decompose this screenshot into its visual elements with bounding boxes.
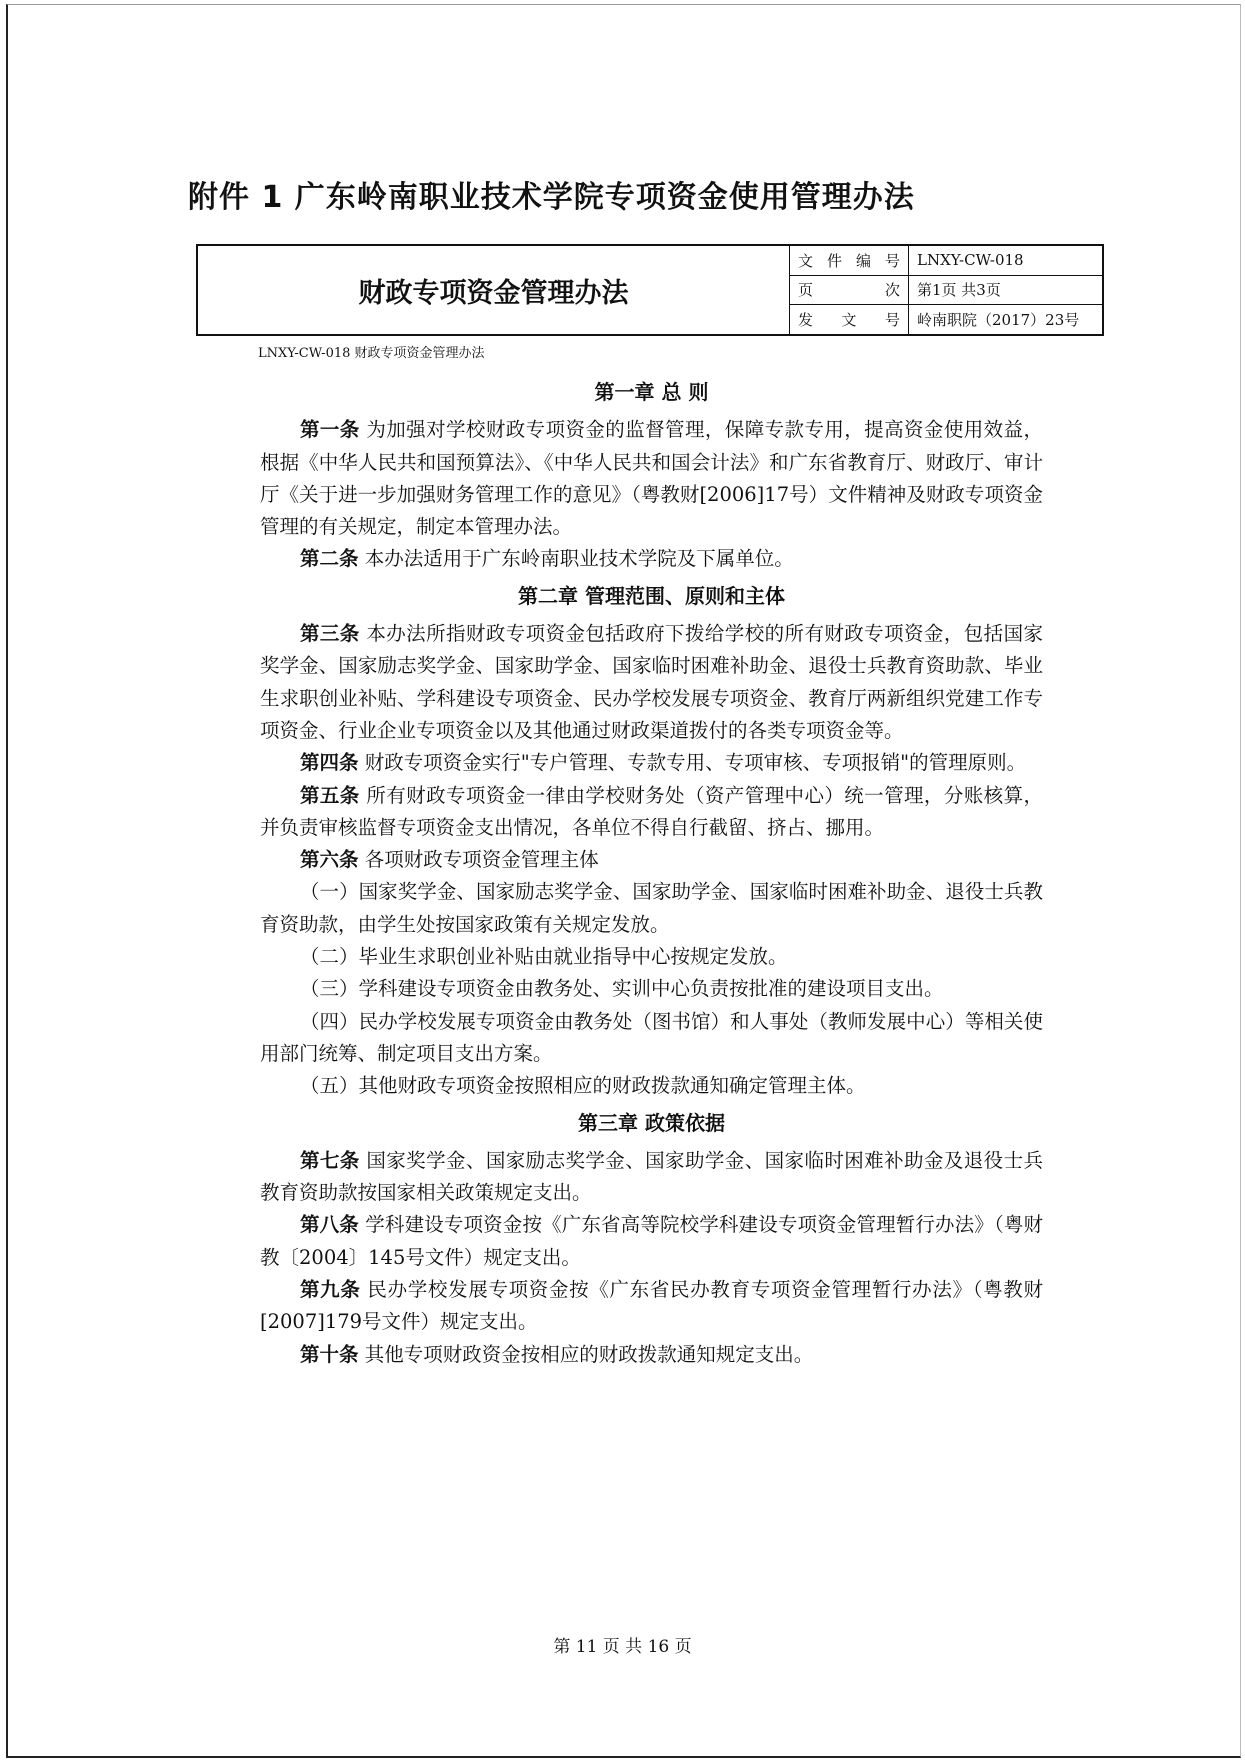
article-label: 第五条 bbox=[299, 783, 360, 807]
article-label: 第八条 bbox=[299, 1213, 359, 1237]
document-body bbox=[260, 372, 1043, 1371]
attachment-title: 附件 1 广东岭南职业技术学院专项资金使用管理办法 bbox=[188, 180, 915, 215]
article-label: 第六条 bbox=[299, 848, 359, 872]
article-5 bbox=[260, 780, 1043, 845]
article-text: 所有财政专项资金一律由学校财务处（资产管理中心）统一管理，分账核算，并负责审核监督专项资金支出情况，各单位不得自行截留、挤占、挪用。 bbox=[260, 783, 1043, 839]
article-text: 本办法适用于广东岭南职业技术学院及下属单位。 bbox=[364, 547, 794, 571]
article-label: 第一条 bbox=[299, 418, 360, 442]
article-10 bbox=[260, 1339, 1043, 1371]
info-label: 文件编号 bbox=[790, 246, 909, 275]
article-6-item: （五）其他财政专项资金按照相应的财政拨款通知确定管理主体。 bbox=[299, 1074, 866, 1098]
info-row bbox=[790, 275, 1103, 305]
article-text: 国家奖学金、国家励志奖学金、国家助学金、国家临时困难补助金及退役士兵教育资助款按国家相关政策规定支出。 bbox=[260, 1148, 1043, 1205]
article-text: 财政专项资金实行"专户管理、专款专用、专项审核、专项报销"的管理原则。 bbox=[364, 751, 1027, 775]
article-label: 第十条 bbox=[299, 1342, 359, 1366]
info-value: 岭南职院（2017）23号 bbox=[909, 305, 1103, 334]
info-label: 发文号 bbox=[790, 305, 909, 334]
document-name: 财政专项资金管理办法 bbox=[358, 277, 629, 309]
article-text: 学科建设专项资金按《广东省高等院校学科建设专项资金管理暂行办法》（粤财教〔2004〕145号文件）规定支出。 bbox=[260, 1213, 1043, 1269]
document-reference: LNXY-CW-018 财政专项资金管理办法 bbox=[258, 346, 485, 361]
article-3 bbox=[260, 618, 1043, 747]
article-label: 第四条 bbox=[299, 751, 359, 775]
chapter-heading: 第三章 政策依据 bbox=[578, 1110, 725, 1135]
article-6-item: （四）民办学校发展专项资金由教务处（图书馆）和人事处（教师发展中心）等相关使用部门统筹、制定项目支出方案。 bbox=[260, 1009, 1043, 1065]
article-6-item: （三）学科建设专项资金由教务处、实训中心负责按批准的建设项目支出。 bbox=[299, 977, 944, 1001]
document-header-box bbox=[196, 244, 1104, 336]
info-row bbox=[790, 305, 1103, 334]
article-6 bbox=[260, 844, 1043, 876]
article-9 bbox=[260, 1274, 1043, 1339]
article-1 bbox=[260, 414, 1043, 543]
article-4 bbox=[260, 747, 1043, 779]
chapter-heading: 第二章 管理范围、原则和主体 bbox=[518, 583, 785, 608]
article-2 bbox=[260, 543, 1043, 575]
info-label: 页次 bbox=[790, 275, 909, 305]
article-6-item: （一）国家奖学金、国家励志奖学金、国家助学金、国家临时困难补助金、退役士兵教育资助款，由学生处按国家政策有关规定发放。 bbox=[260, 880, 1043, 936]
page-footer: 第 11 页 共 16 页 bbox=[553, 1637, 692, 1657]
document-info-table bbox=[789, 246, 1102, 334]
article-text: 其他专项财政资金按相应的财政拨款通知规定支出。 bbox=[364, 1342, 814, 1366]
article-8 bbox=[260, 1209, 1043, 1274]
article-label: 第九条 bbox=[299, 1278, 361, 1302]
article-text: 民办学校发展专项资金按《广东省民办教育专项资金管理暂行办法》（粤教财[2007]179号文件）规定支出。 bbox=[260, 1278, 1043, 1334]
info-row bbox=[790, 246, 1103, 275]
article-text: 本办法所指财政专项资金包括政府下拨给学校的所有财政专项资金，包括国家奖学金、国家励志奖学金、国家助学金、国家临时困难补助金、退役士兵教育资助款、毕业生求职创业补贴、学科建设专项资金、民办学校发展专项资金、教育厅两新组织党建工作专项资金、行业企业专项资金以及其他通过财政渠道拨付的各类专项资金等。 bbox=[260, 622, 1043, 742]
info-value: LNXY-CW-018 bbox=[909, 246, 1103, 275]
article-6-item: （二）毕业生求职创业补贴由就业指导中心按规定发放。 bbox=[299, 945, 788, 969]
article-7 bbox=[260, 1145, 1043, 1210]
article-label: 第三条 bbox=[299, 622, 360, 646]
article-text: 各项财政专项资金管理主体 bbox=[364, 848, 599, 872]
info-value: 第1页 共3页 bbox=[909, 275, 1103, 305]
article-text: 为加强对学校财政专项资金的监督管理，保障专款专用，提高资金使用效益，根据《中华人民共和国预算法》、《中华人民共和国会计法》和广东省教育厅、财政厅、审计厅《关于进一步加强财务管理工作的意见》（粤教财[2006]17号）文件精神及财政专项资金管理的有关规定，制定本管理办法。 bbox=[260, 418, 1043, 539]
chapter-heading: 第一章 总 则 bbox=[594, 380, 709, 404]
article-label: 第七条 bbox=[299, 1148, 360, 1172]
article-label: 第二条 bbox=[299, 547, 359, 571]
